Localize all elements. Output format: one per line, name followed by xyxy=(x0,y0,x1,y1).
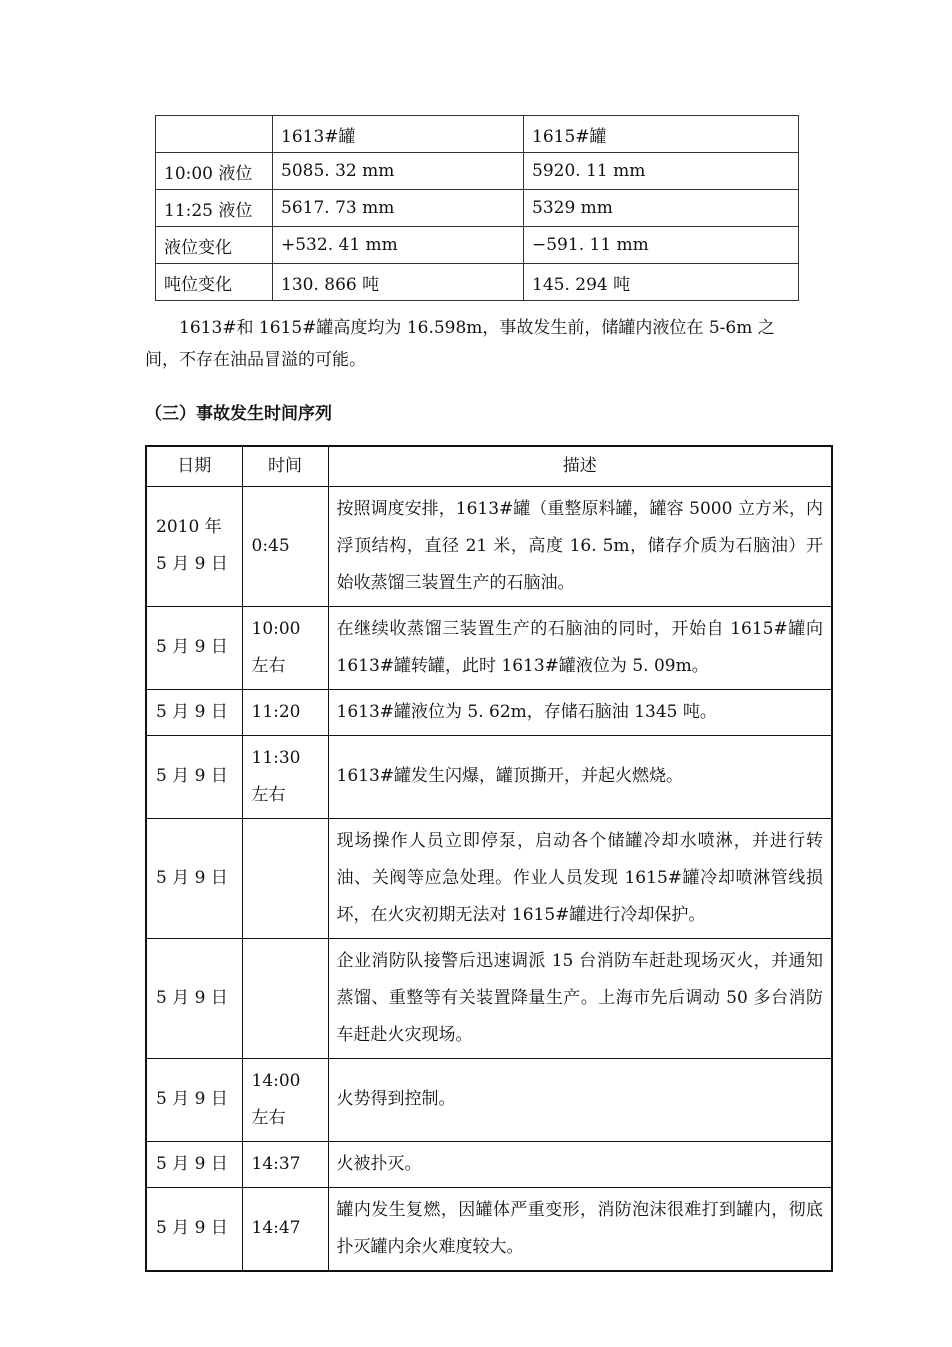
level-cell-1613: +532. 41 mm xyxy=(273,227,524,264)
timeline-header-row xyxy=(146,446,832,486)
timeline-row xyxy=(146,486,832,606)
timeline-row xyxy=(146,1058,832,1141)
tank-height-paragraph: 1613#和 1615#罐高度均为 16.598m，事故发生前，储罐内液位在 5-6m 之间，不存在油品冒溢的可能。 xyxy=(145,318,775,370)
timeline-desc: 1613#罐液位为 5. 62m，存储石脑油 1345 吨。 xyxy=(328,689,832,735)
level-cell-1615: 145. 294 吨 xyxy=(524,264,799,301)
timeline-time: 14:37 xyxy=(242,1141,328,1187)
timeline-date: 5 月 9 日 xyxy=(146,606,242,689)
level-cell-1615: 5329 mm xyxy=(524,190,799,227)
timeline-table xyxy=(145,445,833,1272)
level-row-label: 液位变化 xyxy=(156,227,273,264)
timeline-header-desc: 描述 xyxy=(328,446,832,486)
timeline-header-date: 日期 xyxy=(146,446,242,486)
timeline-time: 14:00 左右 xyxy=(242,1058,328,1141)
timeline-row xyxy=(146,818,832,938)
timeline-desc: 火势得到控制。 xyxy=(328,1058,832,1141)
timeline-desc: 火被扑灭。 xyxy=(328,1141,832,1187)
timeline-desc: 现场操作人员立即停泵，启动各个储罐冷却水喷淋，并进行转油、关阀等应急处理。作业人员发现 1615#罐冷却喷淋管线损坏，在火灾初期无法对 1615#罐进行冷却保护。 xyxy=(328,818,832,938)
level-table-row xyxy=(156,227,799,264)
level-cell-1615: 5920. 11 mm xyxy=(524,153,799,190)
timeline-desc: 企业消防队接警后迅速调派 15 台消防车赶赴现场灭火，并通知蒸馏、重整等有关装置降量生产。上海市先后调动 50 多台消防车赶赴火灾现场。 xyxy=(328,938,832,1058)
timeline-desc: 罐内发生复燃，因罐体严重变形，消防泡沫很难打到罐内，彻底扑灭罐内余火难度较大。 xyxy=(328,1187,832,1271)
timeline-date: 5 月 9 日 xyxy=(146,818,242,938)
timeline-time: 0:45 xyxy=(242,486,328,606)
section-heading: （三）事故发生时间序列 xyxy=(145,404,332,424)
timeline-desc: 1613#罐发生闪爆，罐顶撕开，并起火燃烧。 xyxy=(328,735,832,818)
level-header-tank-1613: 1613#罐 xyxy=(273,116,524,153)
timeline-time: 11:20 xyxy=(242,689,328,735)
level-table-row xyxy=(156,190,799,227)
level-row-label: 吨位变化 xyxy=(156,264,273,301)
level-table-row xyxy=(156,153,799,190)
level-row-label: 10:00 液位 xyxy=(156,153,273,190)
level-cell-1613: 5085. 32 mm xyxy=(273,153,524,190)
timeline-row xyxy=(146,735,832,818)
timeline-date: 5 月 9 日 xyxy=(146,1141,242,1187)
level-cell-1615: −591. 11 mm xyxy=(524,227,799,264)
level-row-label: 11:25 液位 xyxy=(156,190,273,227)
timeline-row xyxy=(146,606,832,689)
timeline-date: 2010 年 5 月 9 日 xyxy=(146,486,242,606)
level-cell-1613: 5617. 73 mm xyxy=(273,190,524,227)
level-header-empty xyxy=(156,116,273,153)
timeline-date: 5 月 9 日 xyxy=(146,1187,242,1271)
timeline-desc: 按照调度安排，1613#罐（重整原料罐，罐容 5000 立方米，内浮顶结构，直径 21 米，高度 16. 5m，储存介质为石脑油）开始收蒸馏三装置生产的石脑油。 xyxy=(328,486,832,606)
timeline-time xyxy=(242,818,328,938)
timeline-header-time: 时间 xyxy=(242,446,328,486)
timeline-row xyxy=(146,938,832,1058)
timeline-time xyxy=(242,938,328,1058)
timeline-date: 5 月 9 日 xyxy=(146,938,242,1058)
level-cell-1613: 130. 866 吨 xyxy=(273,264,524,301)
level-header-tank-1615: 1615#罐 xyxy=(524,116,799,153)
timeline-time: 14:47 xyxy=(242,1187,328,1271)
timeline-row xyxy=(146,1141,832,1187)
timeline-time: 11:30 左右 xyxy=(242,735,328,818)
timeline-row xyxy=(146,689,832,735)
timeline-date: 5 月 9 日 xyxy=(146,689,242,735)
tank-level-table xyxy=(155,115,799,301)
level-table-header-row xyxy=(156,116,799,153)
timeline-date: 5 月 9 日 xyxy=(146,1058,242,1141)
timeline-desc: 在继续收蒸馏三装置生产的石脑油的同时，开始自 1615#罐向 1613#罐转罐，此时 1613#罐液位为 5. 09m。 xyxy=(328,606,832,689)
level-table-row xyxy=(156,264,799,301)
timeline-date: 5 月 9 日 xyxy=(146,735,242,818)
timeline-time: 10:00 左右 xyxy=(242,606,328,689)
timeline-row xyxy=(146,1187,832,1271)
